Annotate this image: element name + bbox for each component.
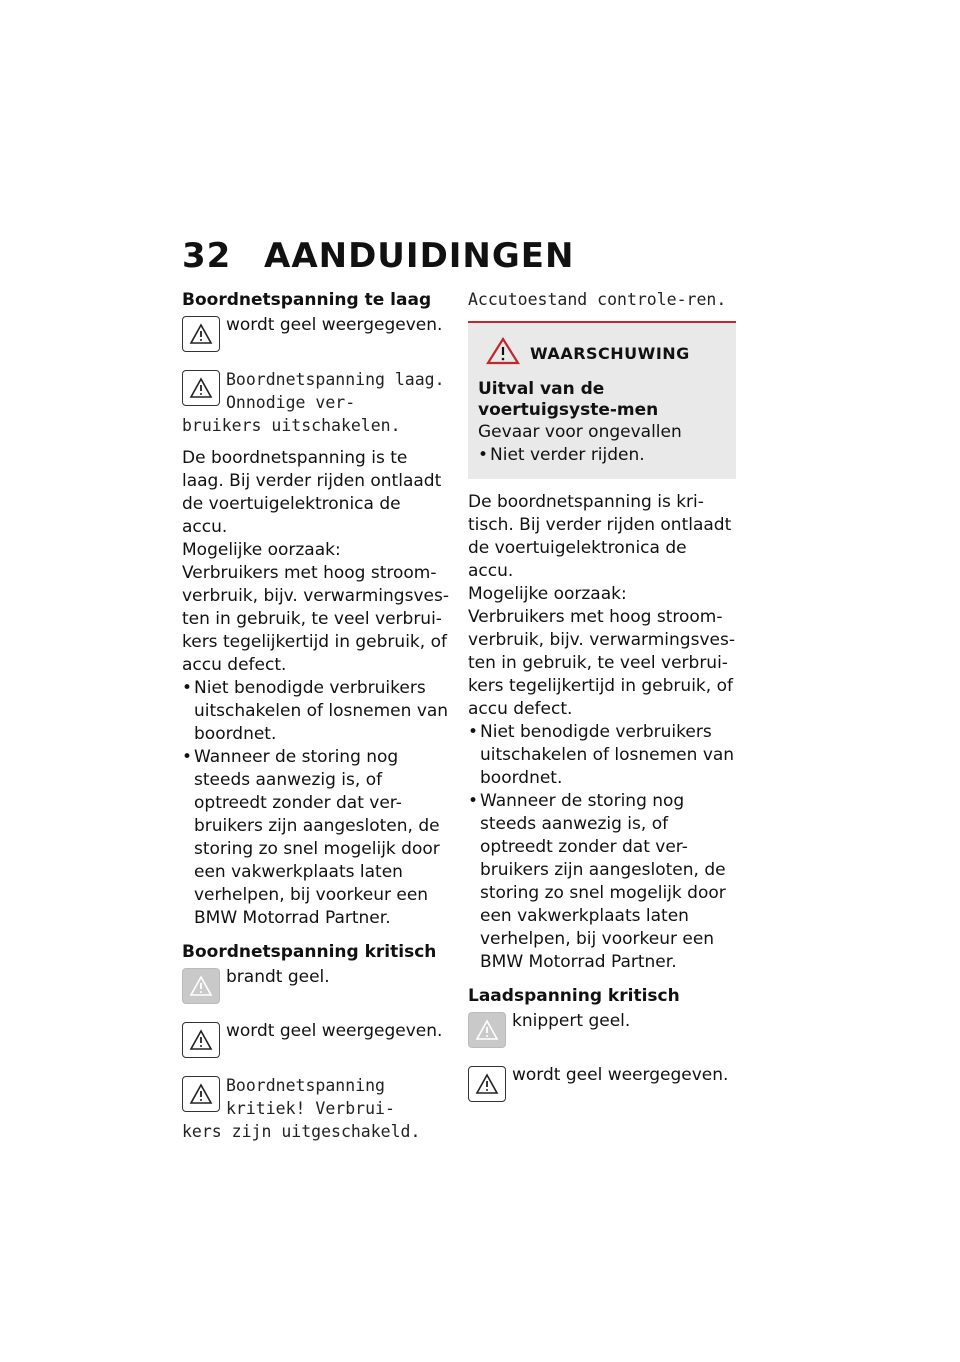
body-text: De boordnetspanning is te laag. Bij verder rijden ontlaadt de voertuigelektronica de accu. <box>182 448 442 537</box>
indicator-row <box>182 1020 450 1064</box>
display-message: Boordnetspanning laag. Onnodige ver- <box>226 370 445 412</box>
section-heading-critical-voltage: Boordnetspanning kritisch <box>182 942 437 962</box>
indicator-row <box>468 1064 736 1108</box>
warning-triangle-icon <box>182 1076 220 1112</box>
page-header <box>182 236 574 276</box>
indicator-text: wordt geel weergegeven. <box>226 1021 443 1041</box>
warning-heading: Uitval van de voertuigsyste-men <box>478 379 659 420</box>
display-message: Boordnetspanning kritiek! Verbrui- <box>226 1076 395 1118</box>
indicator-text: wordt geel weergegeven. <box>512 1065 729 1085</box>
indicator-text: wordt geel weergegeven. <box>226 315 443 335</box>
page-title: AANDUIDINGEN <box>264 236 575 276</box>
list-item: • Niet verder rijden. <box>478 444 726 467</box>
body-text: Verbruikers met hoog stroom-verbruik, bijv. verwarmingsves-ten in gebruik, te veel verbrui-kers tegelijkertijd in gebruik, of accu defect. <box>182 563 449 675</box>
body-text: Verbruikers met hoog stroom-verbruik, bijv. verwarmingsves-ten in gebruik, te veel verbrui-kers tegelijkertijd in gebruik, of accu defect. <box>468 607 735 719</box>
display-message-cont: bruikers uitschakelen. <box>182 416 401 435</box>
warning-triangle-icon <box>182 968 220 1004</box>
warning-triangle-icon <box>182 370 220 406</box>
indicator-row <box>468 1010 736 1054</box>
warning-label: WAARSCHUWING <box>530 343 690 363</box>
right-column <box>468 288 736 1118</box>
indicator-row <box>182 966 450 1010</box>
indicator-text: knippert geel. <box>512 1011 631 1031</box>
display-message-row <box>182 368 450 437</box>
display-message-row <box>182 1074 450 1143</box>
warning-header <box>486 337 726 369</box>
warning-triangle-icon <box>182 1022 220 1058</box>
section-heading-low-voltage: Boordnetspanning te laag <box>182 290 432 310</box>
list-item: • Niet benodigde verbruikers uitschakelen of losnemen van boordnet. <box>182 677 450 746</box>
bullet-list <box>478 444 726 467</box>
display-message: Accutoestand controle-ren. <box>468 290 727 309</box>
list-item: • Wanneer de storing nog steeds aanwezig is, of optreedt zonder dat ver-bruikers zijn aangesloten, de storing zo snel mogelijk door een vakwerkplaats laten verhelpen, bij voorkeur een BMW Motorrad Partner. <box>468 790 736 974</box>
bullet-list <box>182 677 450 930</box>
display-message-cont: kers zijn uitgeschakeld. <box>182 1122 421 1141</box>
body-text: Mogelijke oorzaak: <box>468 584 627 604</box>
list-item: • Niet benodigde verbruikers uitschakelen of losnemen van boordnet. <box>468 721 736 790</box>
list-item: • Wanneer de storing nog steeds aanwezig is, of optreedt zonder dat ver-bruikers zijn aangesloten, de storing zo snel mogelijk door een vakwerkplaats laten verhelpen, bij voorkeur een BMW Motorrad Partner. <box>182 746 450 930</box>
page-number: 32 <box>182 236 232 276</box>
section-heading-charging-voltage: Laadspanning kritisch <box>468 986 680 1006</box>
warning-triangle-icon <box>468 1012 506 1048</box>
warning-box <box>468 321 736 479</box>
warning-triangle-icon <box>182 316 220 352</box>
indicator-text: brandt geel. <box>226 967 330 987</box>
indicator-row <box>182 314 450 358</box>
body-text: De boordnetspanning is kri-tisch. Bij verder rijden ontlaadt de voertuigelektronica de accu. <box>468 492 732 581</box>
warning-triangle-icon <box>486 337 520 369</box>
warning-text: Gevaar voor ongevallen <box>478 422 682 442</box>
warning-triangle-icon <box>468 1066 506 1102</box>
body-text: Mogelijke oorzaak: <box>182 540 341 560</box>
bullet-list <box>468 721 736 974</box>
left-column <box>182 288 450 1153</box>
